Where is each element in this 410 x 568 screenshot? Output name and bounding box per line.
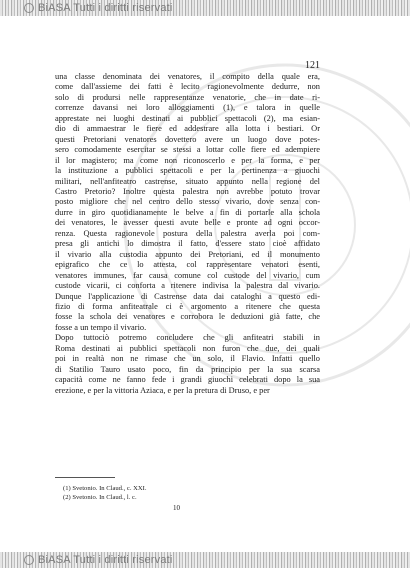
watermark-bottom-text: BiASA Tutti i diritti riservati — [38, 554, 173, 566]
text-line: durre in giro quotidianamente le belve a fin di portarle alla schola — [55, 207, 320, 217]
text-line: fizio di forma anfiteatrale ci è argomento a ritenere che questa — [55, 301, 320, 311]
text-line: fosse a un tempo il vivario. — [55, 322, 147, 332]
text-line: fosse la schola dei venatores e corrobora le deduzioni già fatte, che — [55, 312, 320, 322]
text-line: dei venatores, le avesser questi avute belle e pronte ad ogni occor- — [55, 218, 320, 228]
text-line: militari, nell'anfiteatro castrense, situato appunto nella regione del — [55, 176, 320, 186]
text-line: venatores immunes, far causa comune col custode del vivario, cum — [55, 270, 320, 280]
watermark-top-text: BiASA Tutti i diritti riservati — [38, 2, 173, 14]
text-line: Roma destinati ai pubblici spettacoli non furon che due, dei quali — [55, 343, 320, 353]
text-line: renza. Questa ragionevole postura della palestra averla poi com- — [55, 228, 320, 238]
text-line: il vivario alla custodia appunto dei Pretoriani, ed il monumento — [55, 249, 320, 259]
text-line: la instituzione a pubblici spettacoli e per la pertinenza a giuochi — [55, 166, 320, 176]
signature-mark: 10 — [173, 504, 180, 512]
text-line: il lor magistero; ma come non riconoscerlo e per la forma, e per — [55, 155, 320, 165]
text-line: poi in realtà non ne rimase che un solo, il Flavio. Infatti quello — [55, 354, 320, 364]
page-number: 121 — [305, 60, 320, 71]
text-line: posto migliore che nel centro dello stesso vivario, dove senza con- — [55, 197, 320, 207]
footnotes — [63, 484, 313, 502]
text-line: apprestate nei luoghi destinati ai pubblici spettacoli (2), ma esian- — [55, 113, 320, 123]
text-line: presa gli antichi lo dimostra il fatto, d'essere stato cioè affidato — [55, 239, 320, 249]
text-line: Castro Pretorio? Inoltre questa palestra non avrebbe potuto trovar — [55, 186, 320, 196]
body-text — [55, 72, 320, 396]
text-line: questi Pretoriani venatores dovettero avere un luogo dove potes- — [55, 134, 320, 144]
biasa-logo-icon — [24, 3, 34, 13]
text-line: custode vicarii, ci conforta a ritenere indivisa la palestra dal vivario. — [55, 281, 320, 291]
watermark-bottom — [0, 552, 410, 568]
footnote-2: (2) Svetonio. In Claud., l. c. — [63, 494, 137, 501]
text-line: correnze davansi nei loro alloggiamenti (1), e talora in quelle — [55, 103, 320, 113]
text-line: come dall'assieme dei fatti è lecito ragionevolmente dedurre, non — [55, 82, 320, 92]
text-line: epigrafico che ce lo attesta, col rappresentare venatori esenti, — [55, 260, 320, 270]
watermark-top — [0, 0, 410, 16]
biasa-logo-icon — [24, 555, 34, 565]
text-line: capacità come ne fanno fede i grandi giuochi celebrati dopo la sua — [55, 375, 320, 385]
text-line: una classe denominata dei venatores, il compito della quale era, — [55, 72, 320, 81]
text-line: dio di ammaestrar le fiere ed addestrare alla lotta i bestiari. Or — [55, 124, 320, 134]
text-line: di Statilio Tauro usato poco, fin da principio per la sua scarsa — [55, 364, 320, 374]
text-line: Dopo tuttociò potremo concludere che gli anfiteatri stabili in — [55, 333, 320, 343]
footnote-rule — [55, 477, 115, 478]
text-line: Dunque l'applicazione di Castrense data dai cataloghi a questo edi- — [55, 291, 320, 301]
text-line: solo di prodursi nelle rappresentanze venatorie, che in date ri- — [55, 92, 320, 102]
footnote-1: (1) Svetonio. In Claud., c. XXI. — [63, 485, 147, 492]
text-line: sero comodamente esercitar se stessi a lottar colle fiere ed adempiere — [55, 145, 320, 155]
text-line: erezione, e per la vittoria Aziaca, e per la pretura di Druso, e per — [55, 385, 270, 395]
